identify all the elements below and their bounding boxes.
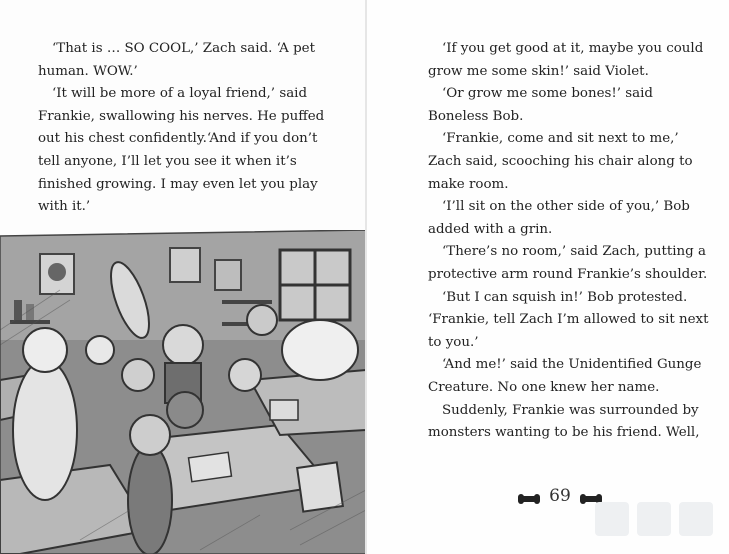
corner-tile-icon — [637, 502, 671, 536]
classroom-of-monsters-illustration — [0, 230, 366, 554]
paragraph: ‘Frankie, come and sit next to me,’ Zach said, scooching his chair along to make room. — [428, 131, 693, 192]
paragraph: ‘I’ll sit on the other side of you,’ Bob added with a grin. — [428, 199, 690, 237]
paragraph: ‘Or grow me some bones!’ said Boneless Bob. — [428, 86, 653, 124]
corner-tile-icon — [679, 502, 713, 536]
right-page-text — [428, 38, 713, 445]
right-page — [367, 0, 729, 554]
corner-tile-icon — [595, 502, 629, 536]
page-number: 69 — [549, 486, 571, 506]
paragraph: ‘If you get good at it, maybe you could grow me some skin!’ said Violet. — [428, 41, 704, 79]
left-page-text — [38, 38, 338, 219]
paragraph: ‘But I can squish in!’ Bob protested. ‘Frankie, tell Zach I’m allowed to sit next to you.’ — [428, 289, 709, 350]
paragraph: ‘And me!’ said the Unidentified Gunge Creature. No one knew her name. — [428, 357, 702, 395]
paragraph: ‘That is … SO COOL,’ Zach said. ‘A pet human. WOW.’ — [38, 41, 315, 79]
paragraph: ‘There’s no room,’ said Zach, putting a protective arm round Frankie’s shoulder. — [428, 244, 708, 282]
bone-left-icon — [520, 496, 538, 502]
paragraph: ‘It will be more of a loyal friend,’ said Frankie, swallowing his nerves. He puffed out his chest confidently.‘And if you don’t tell anyone, I’ll let you see it when it’s finished growing. I may even let you play with it.’ — [38, 86, 325, 215]
paragraph: Suddenly, Frankie was surrounded by monsters wanting to be his friend. Well, — [428, 402, 700, 441]
page-number-folio — [520, 484, 600, 514]
